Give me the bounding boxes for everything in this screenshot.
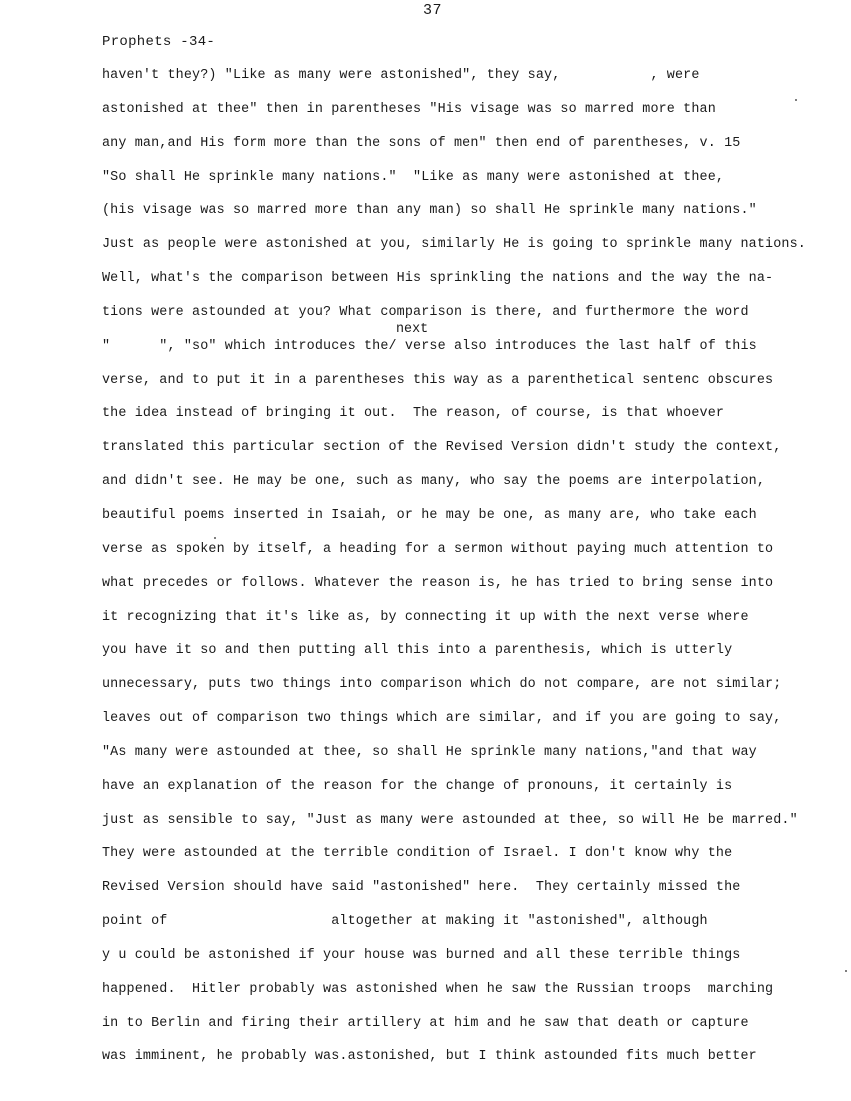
text-line: Just as people were astonished at you, similarly He is going to sprinkle many nations. [102, 237, 806, 253]
text-line: (his visage was so marred more than any man) so shall He sprinkle many nations." [102, 203, 757, 219]
text-line: have an explanation of the reason for the change of pronouns, it certainly is [102, 778, 733, 794]
text-line: They were astounded at the terrible condition of Israel. I don't know why the [102, 846, 733, 862]
text-line: was imminent, he probably was.astonished, but I think astounded fits much better [102, 1049, 757, 1065]
page-number: 37 [423, 2, 443, 19]
text-line: haven't they?) "Like as many were astonished", they say, , were [102, 68, 700, 83]
text-line: " ", "so" which introduces the/ verse also introduces the last half of this [102, 338, 757, 354]
text-line: Well, what's the comparison between His sprinkling the nations and the way the na- [102, 271, 774, 287]
text-line: unnecessary, puts two things into comparison which do not compare, are not similar; [102, 677, 782, 693]
text-line: any man,and His form more than the sons of men" then end of parentheses, v. 15 [102, 135, 741, 151]
text-line: beautiful poems inserted in Isaiah, or he may be one, as many are, who take each [102, 507, 757, 523]
text-line: leaves out of comparison two things which are similar, and if you are going to say, [102, 711, 782, 727]
text-line: happened. Hitler probably was astonished when he saw the Russian troops marching [102, 981, 774, 997]
text-line: "So shall He sprinkle many nations." "Like as many were astonished at thee, [102, 169, 725, 185]
paper-speck [845, 970, 847, 972]
text-line: you have it so and then putting all this into a parenthesis, which is utterly [102, 643, 733, 659]
paper-speck [795, 99, 797, 101]
text-line: translated this particular section of the Revised Version didn't study the context, [102, 440, 782, 456]
text-line: y u could be astonished if your house was burned and all these terrible things [102, 947, 741, 963]
text-line: verse as spoken by itself, a heading for a sermon without paying much attention to [102, 541, 774, 557]
text-line: it recognizing that it's like as, by connecting it up with the next verse where [102, 609, 749, 625]
text-line: what precedes or follows. Whatever the reason is, he has tried to bring sense into [102, 575, 774, 591]
page-header: Prophets -34- [102, 34, 216, 50]
text-line: just as sensible to say, "Just as many were astounded at thee, so will He be marred." [102, 812, 798, 828]
text-line: astonished at thee" then in parentheses "His visage was so marred more than [102, 101, 716, 117]
body-text [102, 66, 806, 1081]
text-line: Revised Version should have said "astonished" here. They certainly missed the [102, 880, 741, 896]
inserted-word: next [396, 322, 429, 337]
text-line: verse, and to put it in a parentheses this way as a parenthetical sentenc obscures [102, 372, 774, 388]
text-line: tions were astounded at you? What comparison is there, and furthermore the word [102, 304, 749, 320]
text-line: in to Berlin and firing their artillery at him and he saw that death or capture [102, 1015, 749, 1031]
text-line: the idea instead of bringing it out. The reason, of course, is that whoever [102, 406, 725, 422]
paper-speck [214, 537, 216, 539]
text-line: and didn't see. He may be one, such as many, who say the poems are interpolation, [102, 474, 766, 490]
text-line: "As many were astounded at thee, so shall He sprinkle many nations,"and that way [102, 744, 757, 760]
text-line: point of altogether at making it "astonished", although [102, 914, 708, 930]
